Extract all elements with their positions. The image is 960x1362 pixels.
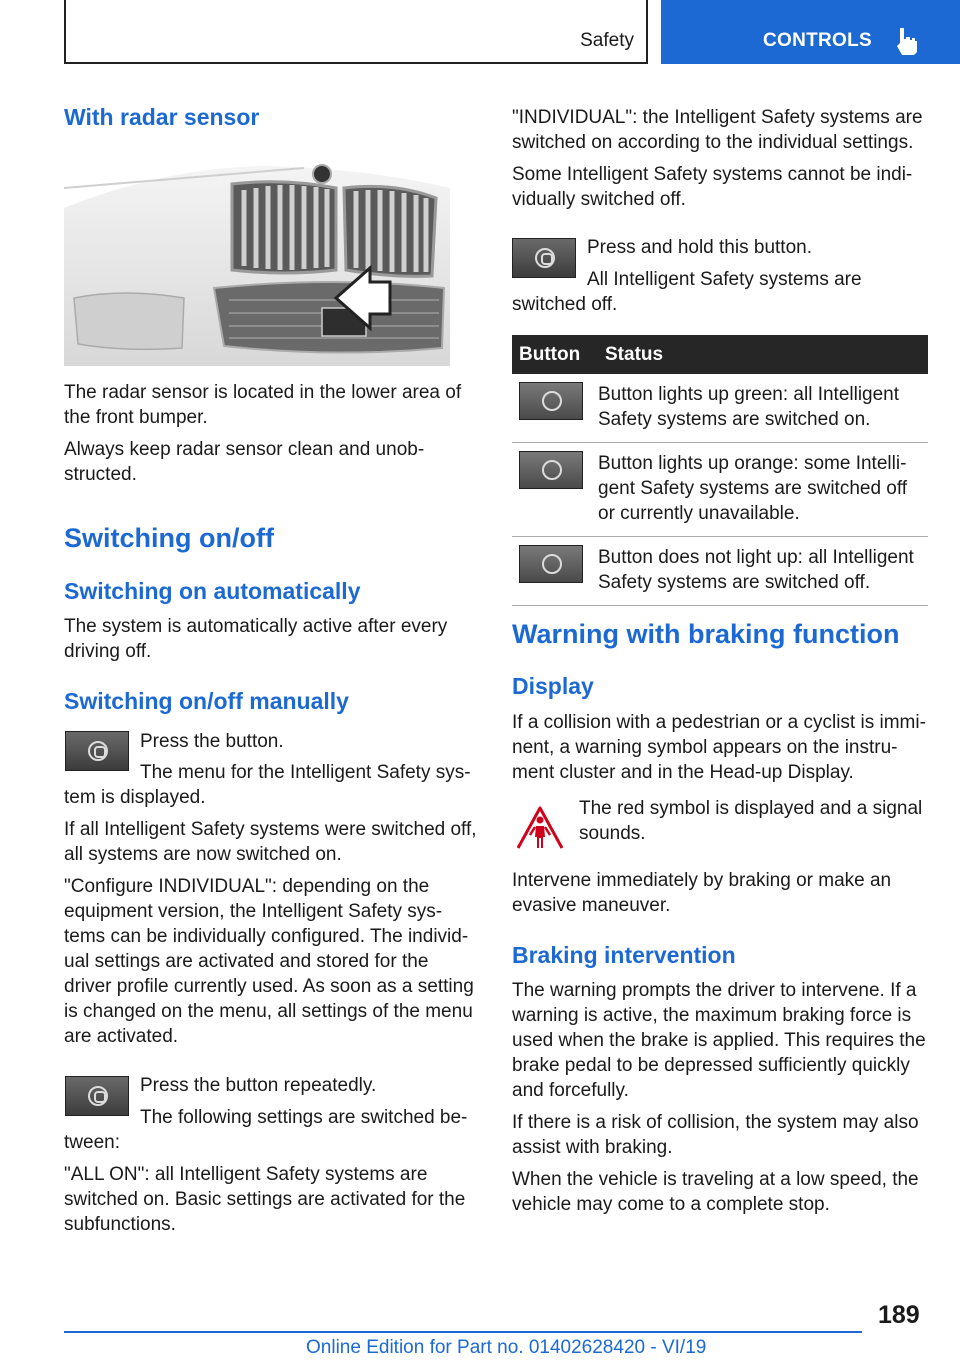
radar-paragraph-1: The radar sensor is located in the lower area of the front bumper. xyxy=(64,382,462,428)
footer-divider xyxy=(64,1331,862,1333)
switching-heading: Switching on/off xyxy=(64,523,274,553)
status-cell: Button does not light up: all Intelligent Safety systems are switched off. xyxy=(598,537,928,606)
safety-icon xyxy=(542,554,562,574)
table-row xyxy=(512,537,928,606)
intervene-paragraph: Intervene immediately by braking or make an evasive maneuver. xyxy=(512,870,892,916)
safety-button-image xyxy=(512,238,576,278)
display-heading: Display xyxy=(512,673,594,699)
status-cell: Button lights up green: all Intelligent Safety systems are switched on. xyxy=(598,374,928,443)
manual-btn-line-3: tem is displayed. xyxy=(64,787,206,808)
safety-icon xyxy=(542,391,562,411)
table-row xyxy=(512,374,928,443)
safety-button-image xyxy=(519,545,583,583)
hold-line-3: switched off. xyxy=(512,294,618,315)
header-section-label: Safety xyxy=(580,30,634,51)
safety-icon xyxy=(88,1086,108,1106)
radar-sensor-photo xyxy=(64,148,450,366)
manual-btn-line-2: The menu for the Intelligent Safety sys- xyxy=(140,762,471,783)
safety-icon xyxy=(535,248,555,268)
radar-heading: With radar sensor xyxy=(64,104,260,130)
braking-paragraph-2: If there is a risk of collision, the system may also assist with braking. xyxy=(512,1112,919,1158)
edition-text: Online Edition for Part no. 01402628420 - VI/19 xyxy=(306,1337,707,1358)
braking-heading: Braking intervention xyxy=(512,942,736,968)
pointing-hand-icon xyxy=(894,26,920,56)
safety-button-image xyxy=(519,451,583,489)
status-cell: Button lights up orange: some Intelli-gent Safety systems are switched off or currently unavailable. xyxy=(598,443,928,537)
pedestrian-warning-icon xyxy=(514,804,566,850)
safety-button-image xyxy=(519,382,583,420)
safety-button-image xyxy=(65,1076,129,1116)
hold-line-2: All Intelligent Safety systems are xyxy=(587,269,862,290)
col-status-header: Status xyxy=(598,335,928,374)
repeat-line-1: Press the button repeatedly. xyxy=(140,1075,377,1096)
all-on-paragraph: "ALL ON": all Intelligent Safety systems are switched on. Basic settings are activated for the subfunctions. xyxy=(64,1164,466,1235)
safety-icon xyxy=(88,741,108,761)
repeat-line-3: tween: xyxy=(64,1132,120,1153)
braking-paragraph-3: When the vehicle is traveling at a low speed, the vehicle may come to a complete stop. xyxy=(512,1169,919,1215)
red-symbol-line-1: The red symbol is displayed and a signal xyxy=(579,798,923,819)
header-chapter-label: CONTROLS xyxy=(763,30,873,51)
red-symbol-line-2: sounds. xyxy=(579,823,646,844)
auto-paragraph: The system is automatically active after every driving off. xyxy=(64,616,448,662)
manual-btn-line-1: Press the button. xyxy=(140,731,284,752)
status-table-header xyxy=(512,335,928,374)
braking-paragraph-1: The warning prompts the driver to intervene. If a warning is active, the maximum braking force is used when the brake is applied. This requires the brake pedal to be depressed sufficiently quickly and forcefully. xyxy=(512,980,926,1101)
repeat-line-2: The following settings are switched be- xyxy=(140,1107,468,1128)
safety-button-image xyxy=(65,731,129,771)
table-row xyxy=(512,443,928,537)
radar-paragraph-2: Always keep radar sensor clean and unob-structed. xyxy=(64,439,425,485)
some-paragraph: Some Intelligent Safety systems cannot be indi-vidually switched off. xyxy=(512,164,913,210)
status-table xyxy=(512,335,928,606)
col-button-header: Button xyxy=(512,335,598,374)
warning-heading: Warning with braking function xyxy=(512,619,900,649)
manual-heading: Switching on/off manually xyxy=(64,688,349,714)
manual-paragraph-2: "Configure INDIVIDUAL": depending on the equipment version, the Intelligent Safety sys-tems can be individually configured. The individ-ual settings are activated and stored for the driver profile currently used. As soon as a setting is changed on the menu, all settings of the menu are activated. xyxy=(64,876,474,1047)
display-paragraph: If a collision with a pedestrian or a cyclist is immi-nent, a warning symbol appears on the instru-ment cluster and in the Head-up Display. xyxy=(512,712,926,783)
auto-heading: Switching on automatically xyxy=(64,578,361,604)
manual-paragraph-1: If all Intelligent Safety systems were switched off, all systems are now switched on. xyxy=(64,819,477,865)
individual-paragraph: "INDIVIDUAL": the Intelligent Safety systems are switched on according to the individual settings. xyxy=(512,107,923,153)
safety-icon xyxy=(542,460,562,480)
page-number: 189 xyxy=(878,1301,920,1329)
header-section-box xyxy=(64,0,648,64)
hold-line-1: Press and hold this button. xyxy=(587,237,812,258)
